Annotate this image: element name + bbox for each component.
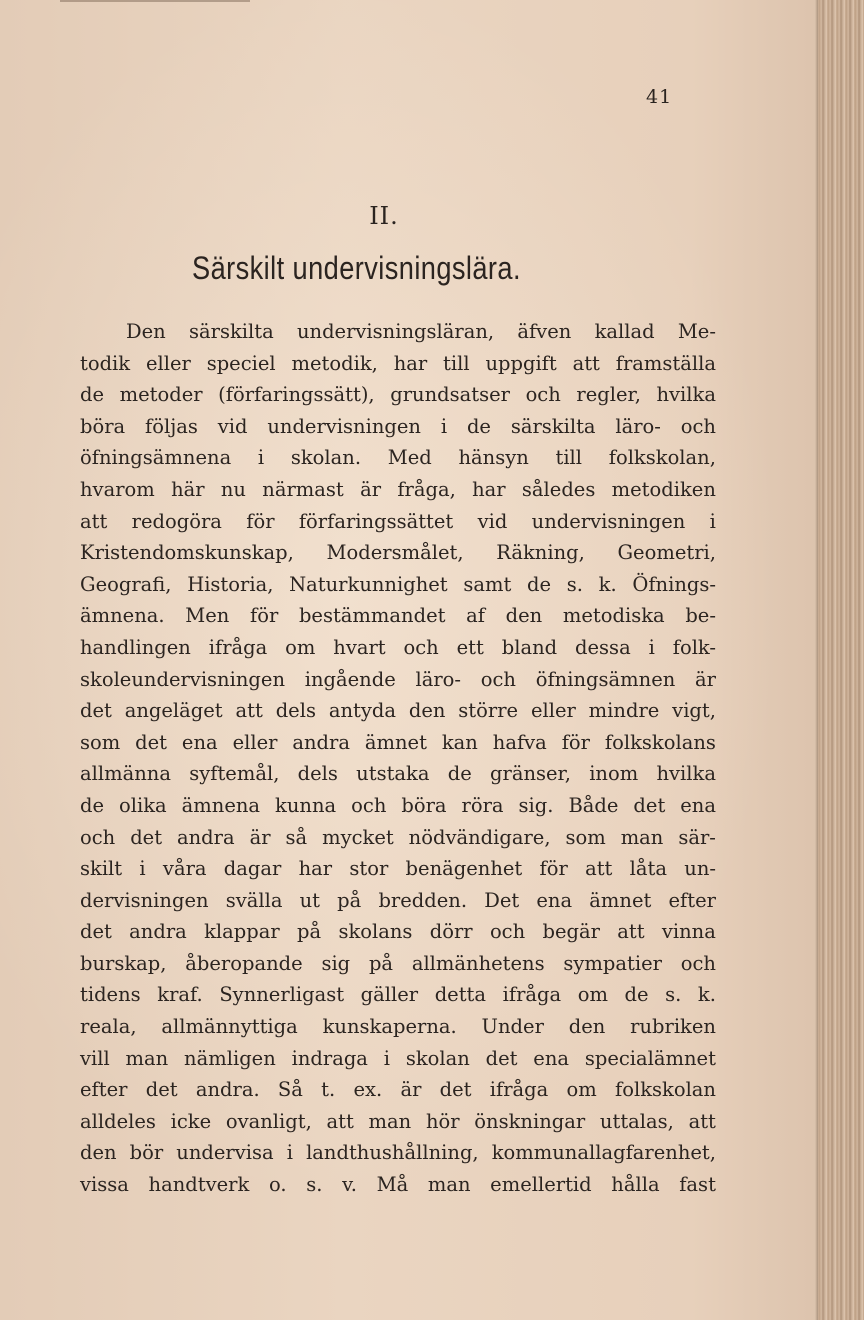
text-line: vissa handtverk o. s. v. Må man emellertid hålla fast bbox=[80, 1173, 716, 1197]
text-line: böra följas vid undervisningen i de särskilta läro- och bbox=[80, 414, 716, 438]
text-line: öfningsämnena i skolan. Med hänsyn till folkskolan, bbox=[80, 446, 716, 470]
book-spine-gutter bbox=[818, 0, 864, 1320]
top-edge-rule bbox=[60, 0, 250, 2]
text-line: ämnena. Men för bestämmandet af den metodiska be- bbox=[80, 604, 716, 628]
text-line: som det ena eller andra ämnet kan hafva för folkskolans bbox=[80, 730, 716, 754]
text-line: Den särskilta undervisningsläran, äfven kallad Me- bbox=[126, 320, 716, 343]
text-line: allmänna syftemål, dels utstaka de gränser, inom hvilka bbox=[80, 762, 716, 786]
text-line: burskap, åberopande sig på allmänhetens sympatier och bbox=[80, 951, 716, 975]
text-line: det angeläget att dels antyda den större eller mindre vigt, bbox=[80, 699, 716, 723]
text-line: de olika ämnena kunna och böra röra sig. Både det ena bbox=[80, 793, 716, 817]
text-line: de metoder (förfaringssätt), grundsatser och regler, hvilka bbox=[80, 383, 716, 407]
text-line: handlingen ifråga om hvart och ett bland dessa i folk- bbox=[80, 635, 716, 659]
chapter-numeral: II. bbox=[369, 202, 399, 230]
text-line: skoleundervisningen ingående läro- och öfningsämnen är bbox=[80, 667, 716, 691]
text-line: skilt i våra dagar har stor benägenhet för att låta un- bbox=[80, 857, 716, 881]
text-line: tidens kraf. Synnerligast gäller detta ifråga om de s. k. bbox=[80, 983, 716, 1007]
body-paragraph bbox=[80, 316, 716, 1201]
page-number: 41 bbox=[646, 86, 673, 108]
text-line: Geografi, Historia, Naturkunnighet samt de s. k. Öfnings- bbox=[80, 572, 716, 596]
text-line: den bör undervisa i landthushållning, kommunallagfarenhet, bbox=[80, 1141, 716, 1165]
text-line: att redogöra för förfaringssättet vid undervisningen i bbox=[80, 509, 716, 533]
text-line: todik eller speciel metodik, har till uppgift att framställa bbox=[80, 351, 716, 375]
text-line: Kristendomskunskap, Modersmålet, Räkning, Geometri, bbox=[80, 541, 716, 565]
chapter-title: Särskilt undervisningslära. bbox=[192, 250, 521, 286]
text-line: hvarom här nu närmast är fråga, har således metodiken bbox=[80, 477, 716, 501]
text-line: alldeles icke ovanligt, att man hör önskningar uttalas, att bbox=[80, 1109, 716, 1133]
text-line: reala, allmännyttiga kunskaperna. Under den rubriken bbox=[80, 1015, 716, 1039]
text-line: och det andra är så mycket nödvändigare, som man sär- bbox=[80, 825, 716, 849]
text-line: efter det andra. Så t. ex. är det ifråga om folkskolan bbox=[80, 1078, 716, 1102]
text-line: dervisningen svälla ut på bredden. Det ena ämnet efter bbox=[80, 888, 716, 912]
text-line: det andra klappar på skolans dörr och begär att vinna bbox=[80, 920, 716, 944]
text-line: vill man nämligen indraga i skolan det ena specialämnet bbox=[80, 1046, 716, 1070]
